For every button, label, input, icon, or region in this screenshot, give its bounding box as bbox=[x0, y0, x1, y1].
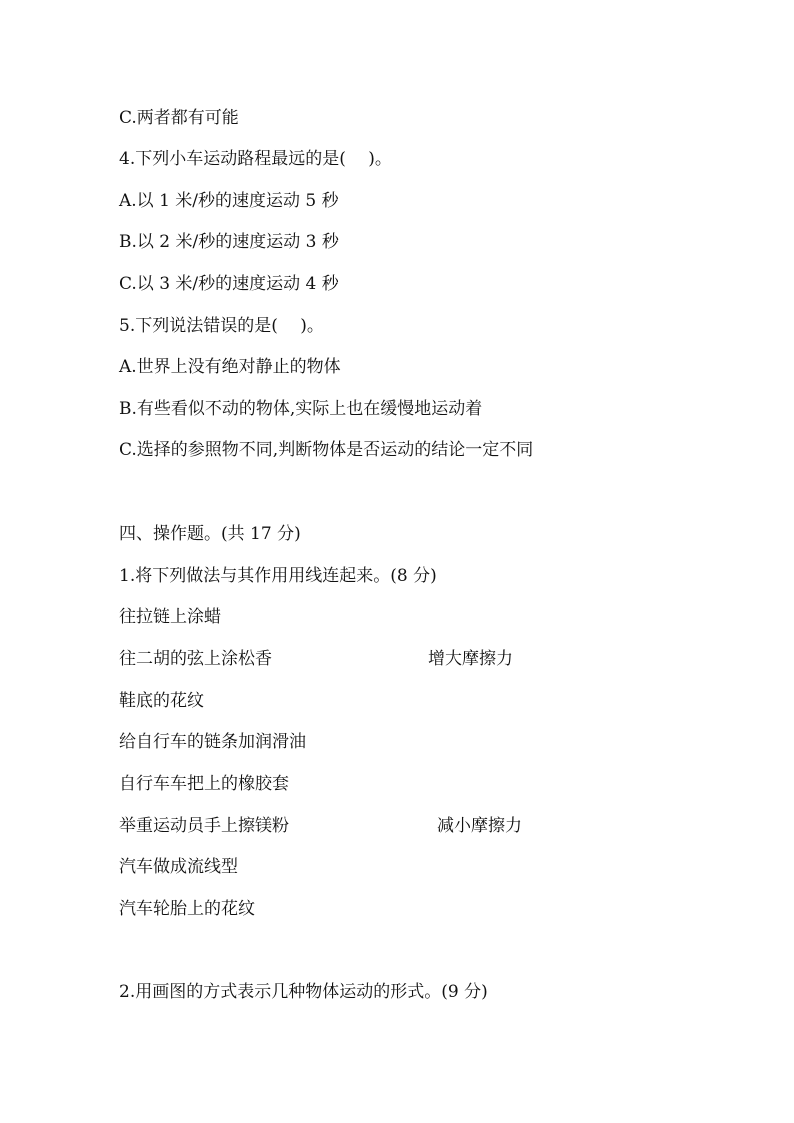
matching-left-item: 自行车车把上的橡胶套 bbox=[119, 774, 289, 794]
question-5-option-a: A.世界上没有绝对静止的物体 bbox=[119, 357, 341, 377]
question-4-option-b: B.以 2 米/秒的速度运动 3 秒 bbox=[119, 232, 339, 252]
matching-right-item: 减小摩擦力 bbox=[437, 816, 522, 836]
section-4-q1-stem: 1.将下列做法与其作用用线连起来。(8 分) bbox=[119, 566, 437, 586]
matching-left-item: 往二胡的弦上涂松香 bbox=[119, 649, 272, 669]
matching-left-item: 汽车轮胎上的花纹 bbox=[119, 899, 255, 919]
matching-left-item: 汽车做成流线型 bbox=[119, 857, 238, 877]
section-4-q2-stem: 2.用画图的方式表示几种物体运动的形式。(9 分) bbox=[119, 982, 488, 1002]
previous-option-c: C.两者都有可能 bbox=[119, 108, 239, 128]
matching-left-item: 给自行车的链条加润滑油 bbox=[119, 732, 306, 752]
question-4-option-c: C.以 3 米/秒的速度运动 4 秒 bbox=[119, 274, 339, 294]
question-5-stem: 5.下列说法错误的是( )。 bbox=[119, 316, 324, 336]
matching-left-item: 鞋底的花纹 bbox=[119, 691, 204, 711]
question-4-option-a: A.以 1 米/秒的速度运动 5 秒 bbox=[119, 191, 339, 211]
question-5-option-b: B.有些看似不动的物体,实际上也在缓慢地运动着 bbox=[119, 399, 483, 419]
matching-left-item: 举重运动员手上擦镁粉 bbox=[119, 816, 289, 836]
matching-left-item: 往拉链上涂蜡 bbox=[119, 607, 221, 627]
matching-right-item: 增大摩擦力 bbox=[428, 649, 513, 669]
question-4-stem: 4.下列小车运动路程最远的是( )。 bbox=[119, 149, 392, 169]
question-5-option-c: C.选择的参照物不同,判断物体是否运动的结论一定不同 bbox=[119, 440, 534, 460]
section-4-heading: 四、操作题。(共 17 分) bbox=[119, 524, 301, 544]
